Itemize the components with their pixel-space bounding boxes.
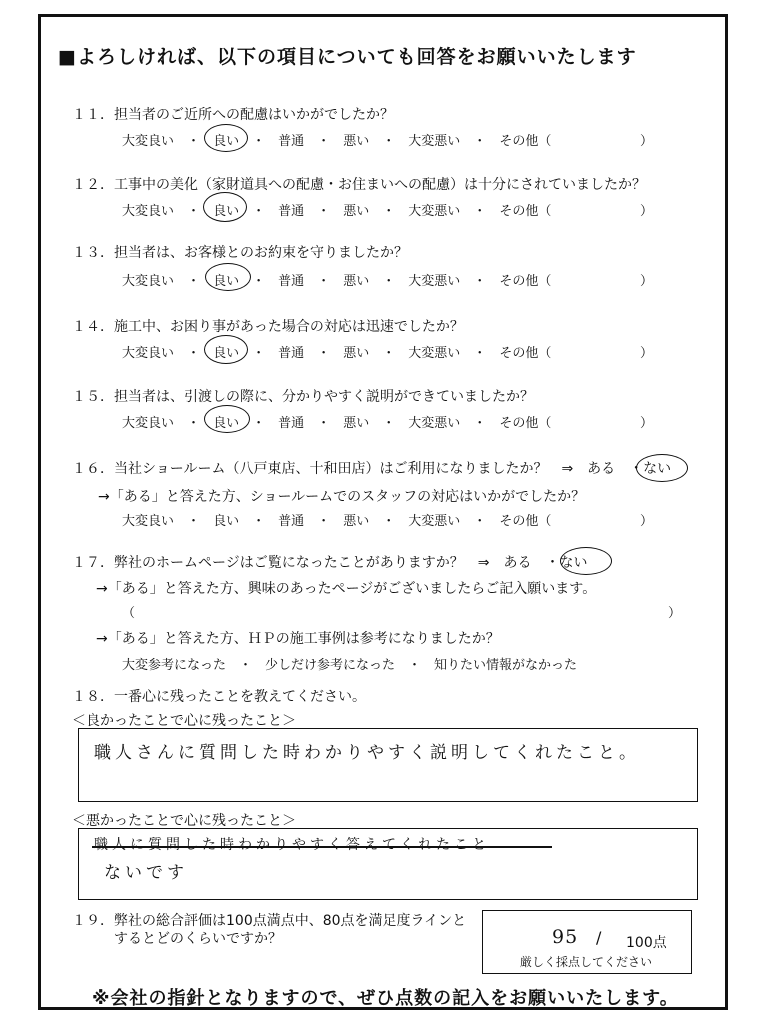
q17-paren-open: （	[122, 606, 136, 621]
question-11: １１．担当者のご近所への配慮はいかがでしたか？	[72, 107, 394, 123]
question-19-line-1: １９．弊社の総合評価は100点満点中、80点を満足度ラインと	[72, 913, 467, 929]
bad-struck-text: 職人に質問した時わかりやすく答えてくれたこと	[94, 837, 490, 853]
q14-options: 大変良い ・ 良い ・ 普通 ・ 悪い ・ 大変悪い ・ その他（	[122, 346, 552, 361]
page-title: ■よろしければ、以下の項目についても回答をお願いいたします	[58, 46, 637, 68]
q17-sub-question-1: →「ある」と答えた方、興味のあったページがございましたらご記入願います。	[96, 581, 597, 597]
bad-label: ＜悪かったことで心に残ったこと＞	[72, 813, 296, 829]
q16-options: 大変良い ・ 良い ・ 普通 ・ 悪い ・ 大変悪い ・ その他（	[122, 514, 552, 529]
bad-answer-text: ないです	[104, 863, 188, 883]
question-14: １４．施工中、お困り事があった場合の対応は迅速でしたか？	[72, 319, 464, 335]
question-17: １７．弊社のホームページはご覧になったことがありますか？ ⇒ ある ・ない	[72, 555, 588, 571]
score-max: 100点	[626, 935, 667, 951]
q13-options: 大変良い ・ 良い ・ 普通 ・ 悪い ・ 大変悪い ・ その他（	[122, 274, 552, 289]
question-12: １２．工事中の美化（家財道具への配慮・お住まいへの配慮）は十分にされていましたか？	[72, 177, 646, 193]
good-answer-text: 職人さんに質問した時わかりやすく説明してくれたこと。	[94, 743, 640, 763]
q14-paren-close: ）	[640, 346, 654, 361]
q17-paren-close: ）	[668, 606, 682, 621]
q15-selected-mark	[204, 405, 250, 433]
footer-note: ※会社の指針となりますので、ぜひ点数の記入をお願いいたします。	[92, 988, 679, 1009]
score-note: 厳しく採点してください	[520, 955, 653, 969]
q11-paren-close: ）	[640, 134, 654, 149]
q12-options: 大変良い ・ 良い ・ 普通 ・ 悪い ・ 大変悪い ・ その他（	[122, 204, 552, 219]
q11-options: 大変良い ・ 良い ・ 普通 ・ 悪い ・ 大変悪い ・ その他（	[122, 134, 552, 149]
q15-options: 大変良い ・ 良い ・ 普通 ・ 悪い ・ 大変悪い ・ その他（	[122, 416, 552, 431]
question-19-line-2: するとどのくらいですか？	[114, 931, 282, 947]
q16-paren-close: ）	[640, 514, 654, 529]
strikethrough-line	[92, 846, 552, 848]
q13-paren-close: ）	[640, 274, 654, 289]
score-value: 95	[552, 926, 579, 948]
q15-paren-close: ）	[640, 416, 654, 431]
q16-selected-mark	[636, 454, 688, 482]
q17-sub-question-2: →「ある」と答えた方、ＨＰの施工事例は参考になりましたか？	[96, 631, 500, 647]
q13-selected-mark	[205, 263, 251, 291]
q14-selected-mark	[204, 335, 248, 364]
q11-selected-mark	[204, 124, 248, 152]
question-13: １３．担当者は、お客様とのお約束を守りましたか？	[72, 245, 408, 261]
q17-options: 大変参考になった ・ 少しだけ参考になった ・ 知りたい情報がなかった	[122, 658, 578, 673]
question-18: １８．一番心に残ったことを教えてください。	[72, 689, 366, 705]
question-16: １６．当社ショールーム（八戸東店、十和田店）はご利用になりましたか？ ⇒ ある ・ない	[72, 461, 672, 477]
q16-sub-question: →「ある」と答えた方、ショールームでのスタッフの対応はいかがでしたか？	[98, 489, 586, 505]
q12-selected-mark	[203, 192, 247, 222]
good-label: ＜良かったことで心に残ったこと＞	[72, 713, 296, 729]
q17-selected-mark	[560, 547, 612, 575]
question-15: １５．担当者は、引渡しの際に、分かりやすく説明ができていましたか？	[72, 389, 534, 405]
q12-paren-close: ）	[640, 204, 654, 219]
score-separator: /	[596, 928, 602, 947]
